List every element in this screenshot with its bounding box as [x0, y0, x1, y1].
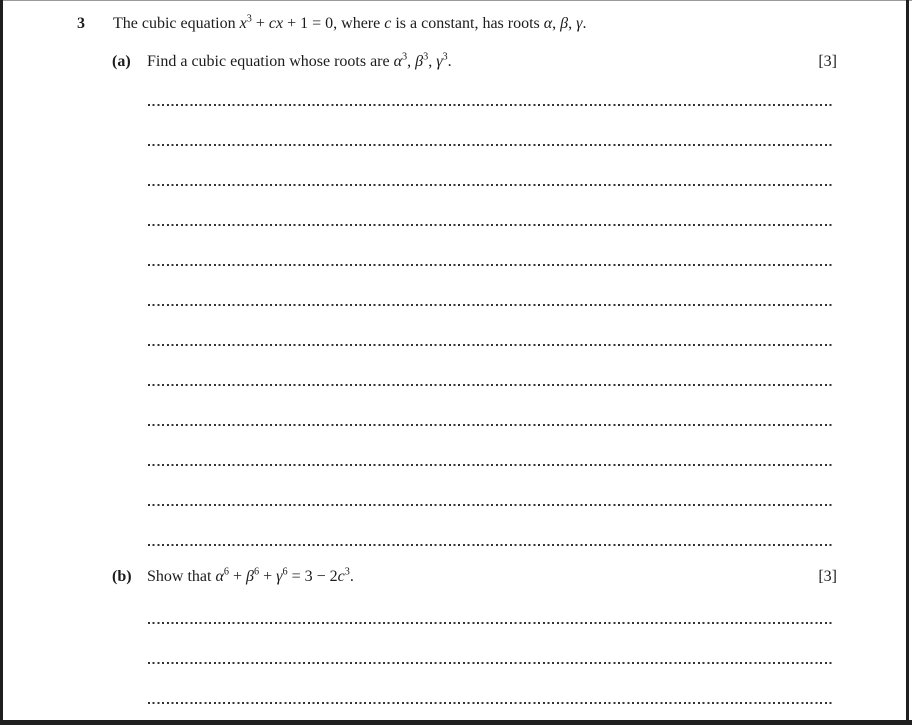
text-segment: Find a cubic equation whose roots are [147, 53, 394, 70]
question-number: 3 [77, 15, 85, 32]
text-segment: x [239, 15, 247, 32]
part-b-label: (b) [112, 568, 132, 585]
answer-line [148, 424, 833, 426]
text-segment: α [393, 53, 403, 70]
answer-line [148, 304, 833, 306]
text-segment: . [447, 53, 452, 70]
text-segment: is a constant, has roots [391, 15, 544, 32]
answer-line [148, 662, 833, 664]
answer-line [148, 622, 833, 624]
answer-line [148, 184, 833, 186]
text-segment: . [349, 568, 354, 585]
text-segment: α [215, 568, 224, 585]
text-segment: , [428, 53, 437, 70]
answer-line [148, 264, 833, 266]
answer-line [148, 702, 833, 704]
answer-line [148, 504, 833, 506]
answer-line [148, 464, 833, 466]
text-segment: 3 [442, 51, 448, 63]
question-intro [113, 13, 586, 35]
text-segment: + [259, 568, 277, 585]
answer-line [148, 344, 833, 346]
text-segment: γ [276, 568, 283, 585]
text-segment: 6 [223, 566, 229, 578]
text-segment: + [228, 568, 247, 585]
part-a-text [147, 51, 452, 73]
answer-line [148, 224, 833, 226]
text-segment: c [384, 15, 392, 32]
text-segment: , [552, 15, 561, 32]
text-segment: = 3 − 2 [287, 568, 338, 585]
part-b-text [147, 566, 354, 588]
text-segment: β [415, 53, 424, 70]
text-segment: . [582, 15, 587, 32]
part-a-answer-lines [148, 104, 833, 546]
page-edge-bottom [0, 720, 912, 725]
text-segment: cx [268, 15, 284, 32]
text-segment: c [337, 568, 345, 585]
text-segment: α [543, 15, 553, 32]
part-a-marks: [3] [818, 53, 837, 70]
text-segment: β [560, 15, 569, 32]
text-segment: γ [436, 53, 443, 70]
page-edge-right [906, 0, 909, 725]
answer-line [148, 384, 833, 386]
page-edge-top [0, 0, 912, 1]
text-segment: 6 [282, 566, 288, 578]
text-segment: + 1 = 0, where [283, 15, 385, 32]
text-segment: 6 [253, 566, 260, 578]
text-segment: Show that [147, 568, 216, 585]
text-segment: , [407, 53, 416, 70]
text-segment: 3 [402, 51, 408, 63]
text-segment: γ [576, 15, 583, 32]
answer-line [148, 544, 833, 546]
text-segment: The cubic equation [113, 15, 240, 32]
text-segment: 3 [246, 13, 252, 25]
text-segment: 3 [423, 51, 429, 63]
answer-line [148, 144, 833, 146]
answer-line [148, 104, 833, 106]
text-segment: , [568, 15, 577, 32]
part-a-label: (a) [112, 53, 131, 70]
text-segment: β [246, 568, 254, 585]
text-segment: 3 [344, 566, 350, 578]
part-b-marks: [3] [818, 568, 837, 585]
part-b-answer-lines [148, 622, 833, 704]
page-edge-left [0, 0, 3, 725]
text-segment: + [251, 15, 269, 32]
